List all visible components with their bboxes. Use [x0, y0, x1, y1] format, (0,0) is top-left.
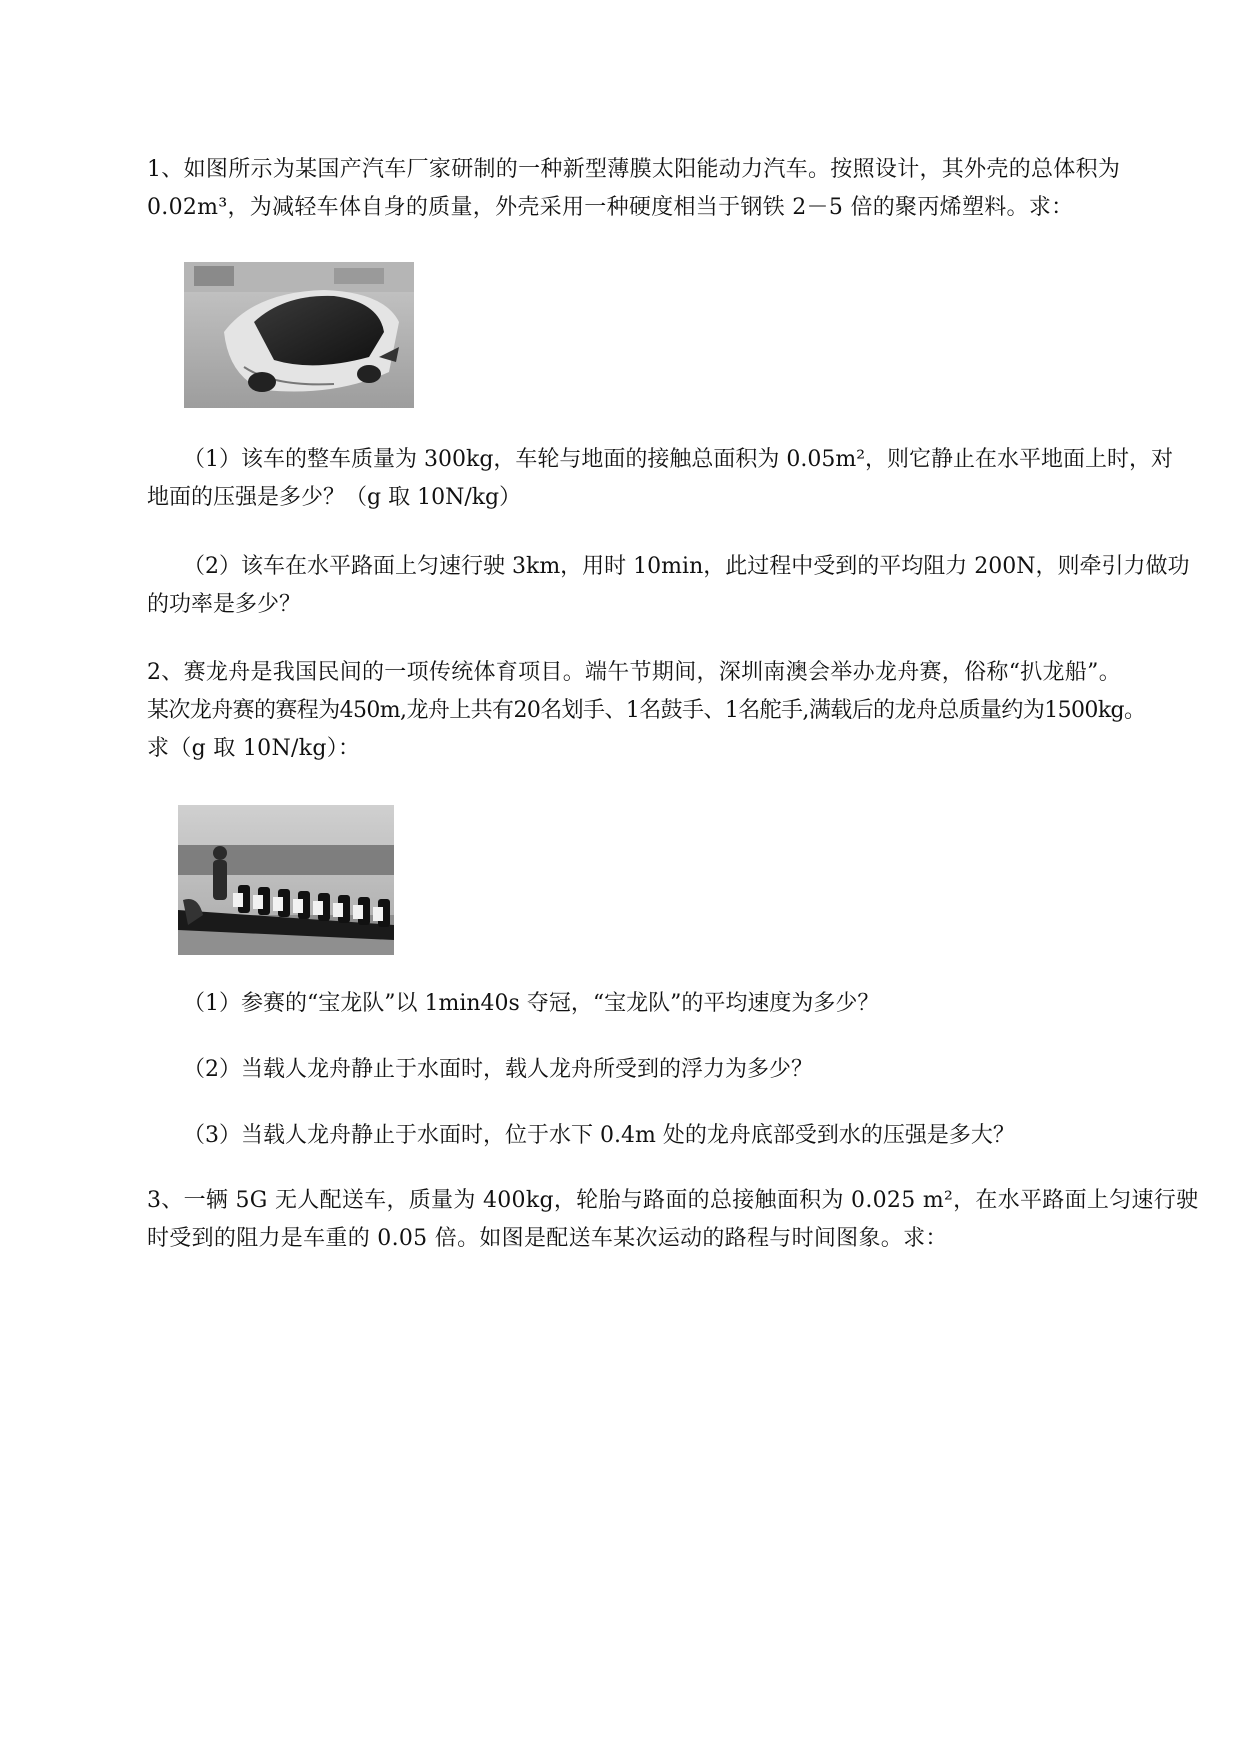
question-3-line-1: 3、一辆 5G 无人配送车，质量为 400kg，轮胎与路面的总接触面积为 0.025 m²，在水平路面上匀速行驶 [147, 1188, 1199, 1213]
question-1-stem [147, 151, 1147, 227]
question-1-line-1: 1、如图所示为某国产汽车厂家研制的一种新型薄膜太阳能动力汽车。按照设计，其外壳的总体积为 [147, 157, 1121, 182]
question-1-part-1-line-2: 地面的压强是多少？（g 取 10N/kg） [147, 485, 522, 510]
question-1-line-2: 0.02m³，为减轻车体自身的质量，外壳采用一种硬度相当于钢铁 2－5 倍的聚丙烯塑料。求： [147, 195, 1074, 220]
question-2-stem [147, 654, 1147, 768]
question-1-part-1-line-1: （1）该车的整车质量为 300kg，车轮与地面的接触总面积为 0.05m²，则它静止在水平地面上时，对 [183, 447, 1174, 472]
question-1-part-2 [147, 548, 1190, 624]
question-2-line-1: 2、赛龙舟是我国民间的一项传统体育项目。端午节期间，深圳南澳会举办龙舟赛，俗称“扒龙船”。 [147, 660, 1121, 685]
question-1-part-2-line-2: 的功率是多少？ [147, 592, 302, 617]
question-2-part-1: （1）参赛的“宝龙队”以 1min40s 夺冠，“宝龙队”的平均速度为多少？ [183, 991, 880, 1016]
question-2-part-2: （2）当载人龙舟静止于水面时，载人龙舟所受到的浮力为多少？ [183, 1057, 813, 1082]
question-1-part-2-line-1: （2）该车在水平路面上匀速行驶 3km，用时 10min，此过程中受到的平均阻力 200N，则牵引力做功 [183, 554, 1190, 579]
question-2-part-3: （3）当载人龙舟静止于水面时，位于水下 0.4m 处的龙舟底部受到水的压强是多大？ [183, 1123, 1015, 1148]
question-1-part-1 [147, 441, 1174, 517]
dragon-boat-photo [178, 805, 394, 955]
question-2-line-2: 某次龙舟赛的赛程为450m,龙舟上共有20名划手、1名鼓手、1名舵手,满载后的龙舟总质量约为1500kg。 [147, 698, 1146, 723]
question-3-stem [147, 1182, 1199, 1258]
question-2-line-3: 求（g 取 10N/kg）： [147, 736, 361, 761]
question-3-line-2: 时受到的阻力是车重的 0.05 倍。如图是配送车某次运动的路程与时间图象。求： [147, 1226, 948, 1251]
solar-car-photo [184, 262, 414, 408]
